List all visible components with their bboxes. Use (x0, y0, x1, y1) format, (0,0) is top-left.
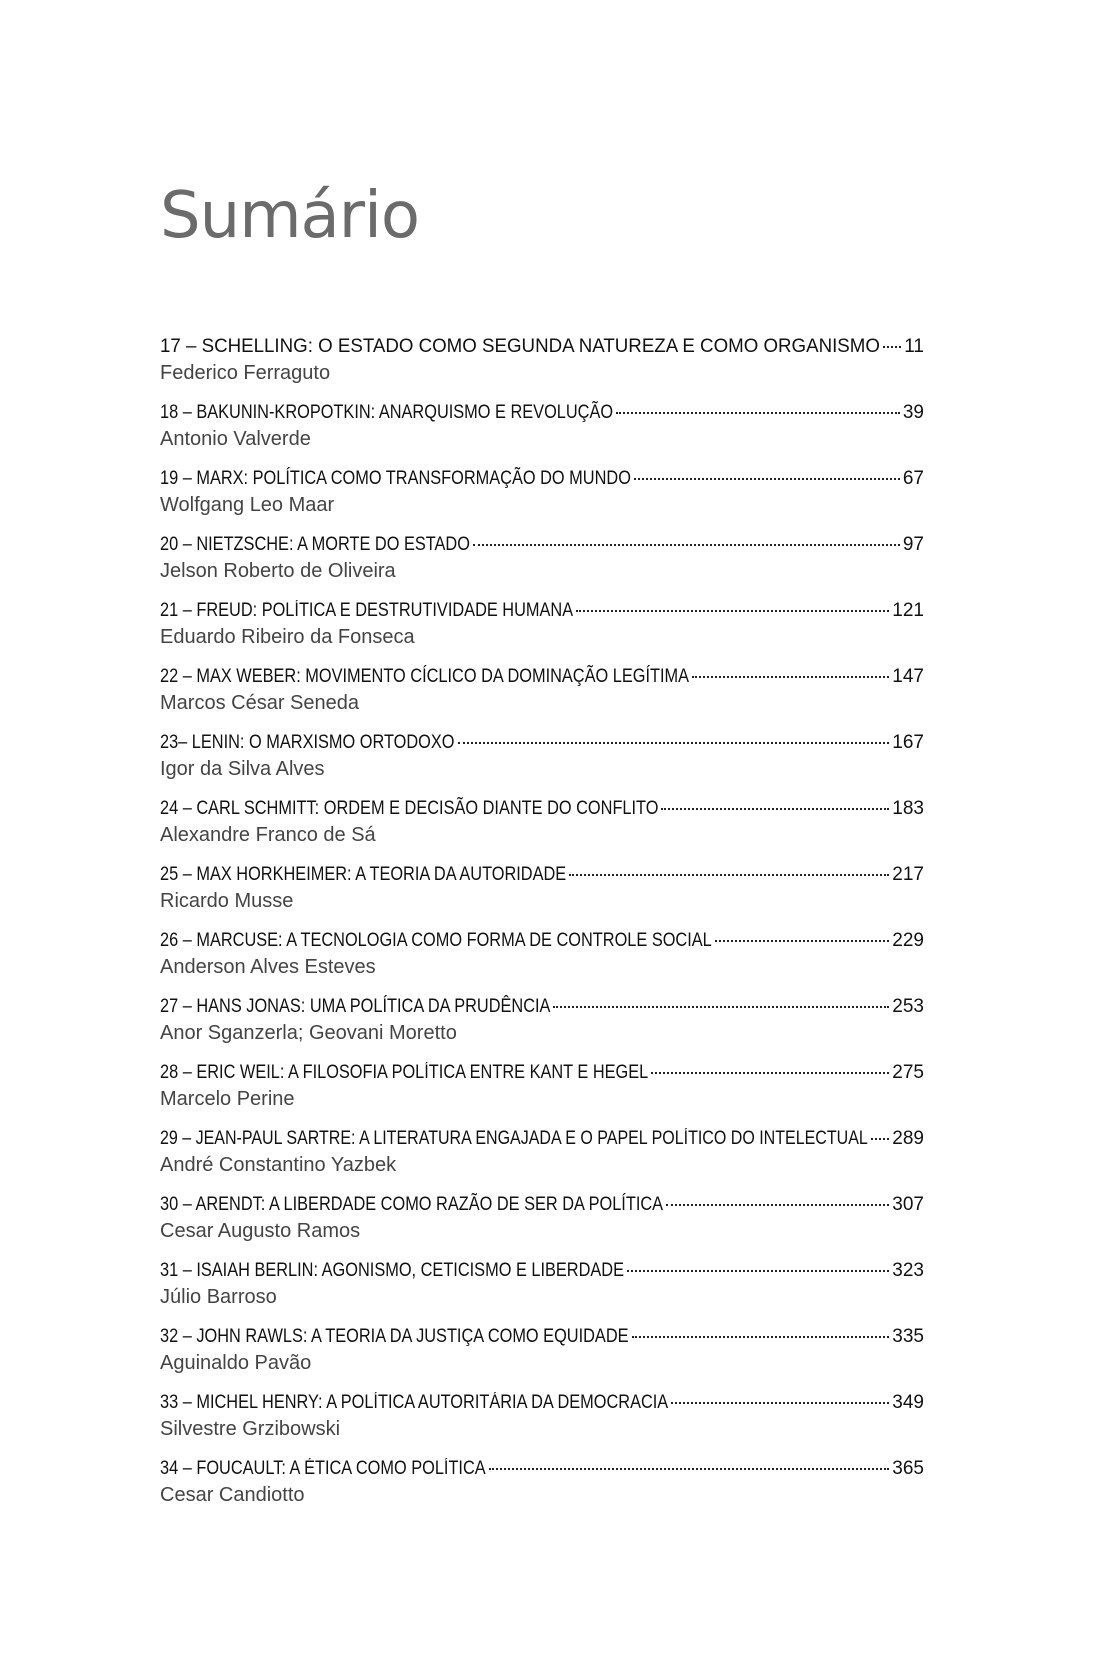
toc-entry (160, 927, 924, 993)
toc-entry (160, 663, 924, 729)
chapter-author: Marcelo Perine (160, 1088, 295, 1110)
chapter-title: 22 – MAX WEBER: MOVIMENTO CÍCLICO DA DOMINAÇÃO LEGÍTIMA (160, 666, 690, 687)
chapter-title: 24 – CARL SCHMITT: ORDEM E DECISÃO DIANTE DO CONFLITO (160, 798, 659, 819)
toc-entry-line (160, 1125, 924, 1152)
chapter-title: 26 – MARCUSE: A TECNOLOGIA COMO FORMA DE CONTROLE SOCIAL (160, 930, 712, 951)
chapter-title: 25 – MAX HORKHEIMER: A TEORIA DA AUTORIDADE (160, 864, 567, 885)
dot-leader (473, 544, 900, 546)
toc-entry-line (160, 1455, 924, 1482)
dot-leader (553, 1006, 889, 1008)
page-number: 323 (892, 1260, 924, 1281)
toc-entry-line (160, 399, 924, 426)
dot-leader (634, 478, 900, 480)
toc-entry-line (160, 531, 924, 558)
page-number: 229 (892, 930, 924, 951)
page-number: 97 (902, 534, 924, 555)
toc-entry-line (160, 861, 924, 888)
toc-entry (160, 1389, 924, 1455)
toc-entry (160, 1059, 924, 1125)
toc-entry (160, 729, 924, 795)
chapter-author: Antonio Valverde (160, 428, 311, 450)
toc-entry-line (160, 597, 924, 624)
chapter-title: 23– LENIN: O MARXISMO ORTODOXO (160, 732, 455, 753)
chapter-author: Jelson Roberto de Oliveira (160, 560, 396, 582)
dot-leader (632, 1336, 890, 1338)
page-number: 365 (892, 1458, 924, 1479)
toc-entry (160, 1191, 924, 1257)
chapter-author: Wolfgang Leo Maar (160, 494, 335, 516)
chapter-title: 27 – HANS JONAS: UMA POLÍTICA DA PRUDÊNCIA (160, 996, 551, 1017)
table-of-contents (160, 333, 924, 1521)
chapter-title: 19 – MARX: POLÍTICA COMO TRANSFORMAÇÃO DO MUNDO (160, 468, 631, 489)
dot-leader (883, 346, 901, 348)
chapter-author: André Constantino Yazbek (160, 1154, 397, 1176)
toc-entry-line (160, 1389, 924, 1416)
page-number: 39 (902, 402, 924, 423)
toc-entry-line (160, 1323, 924, 1350)
chapter-author: Ricardo Musse (160, 890, 294, 912)
toc-entry (160, 333, 924, 399)
toc-entry-line (160, 333, 924, 360)
chapter-title: 32 – JOHN RAWLS: A TEORIA DA JUSTIÇA COMO EQUIDADE (160, 1326, 629, 1347)
chapter-title: 28 – ERIC WEIL: A FILOSOFIA POLÍTICA ENTRE KANT E HEGEL (160, 1062, 649, 1083)
chapter-title: 29 – JEAN-PAUL SARTRE: A LITERATURA ENGAJADA E O PAPEL POLÍTICO DO INTELECTUAL (160, 1128, 868, 1149)
page-number: 217 (892, 864, 924, 885)
chapter-title: 33 – MICHEL HENRY: A POLÍTICA AUTORITÁRIA DA DEMOCRACIA (160, 1392, 669, 1413)
chapter-author: Anor Sganzerla; Geovani Moretto (160, 1022, 457, 1044)
toc-entry (160, 993, 924, 1059)
page-title: Sumário (160, 179, 419, 253)
dot-leader (692, 676, 889, 678)
page-number: 289 (892, 1128, 924, 1149)
dot-leader (715, 940, 890, 942)
dot-leader (576, 610, 889, 612)
chapter-author: Júlio Barroso (160, 1286, 277, 1308)
chapter-title: 30 – ARENDT: A LIBERDADE COMO RAZÃO DE SER DA POLÍTICA (160, 1194, 664, 1215)
page-number: 253 (892, 996, 924, 1017)
page-number: 121 (892, 600, 924, 621)
toc-entry (160, 861, 924, 927)
toc-entry-line (160, 993, 924, 1020)
dot-leader (458, 742, 890, 744)
dot-leader (671, 1402, 889, 1404)
toc-entry-line (160, 927, 924, 954)
dot-leader (661, 808, 889, 810)
chapter-author: Alexandre Franco de Sá (160, 824, 376, 846)
toc-entry-line (160, 663, 924, 690)
toc-entry-line (160, 795, 924, 822)
page-number: 67 (902, 468, 924, 489)
toc-entry (160, 1323, 924, 1389)
page-number: 11 (904, 336, 924, 357)
dot-leader (651, 1072, 889, 1074)
toc-entry (160, 1257, 924, 1323)
dot-leader (616, 412, 900, 414)
chapter-title: 31 – ISAIAH BERLIN: AGONISMO, CETICISMO E LIBERDADE (160, 1260, 625, 1281)
chapter-title: 18 – BAKUNIN-KROPOTKIN: ANARQUISMO E REVOLUÇÃO (160, 402, 614, 423)
page-number: 349 (892, 1392, 924, 1413)
page-number: 335 (892, 1326, 924, 1347)
dot-leader (489, 1468, 890, 1470)
toc-entry (160, 465, 924, 531)
dot-leader (627, 1270, 889, 1272)
page-number: 307 (892, 1194, 924, 1215)
toc-entry (160, 399, 924, 465)
page-number: 167 (892, 732, 924, 753)
chapter-author: Anderson Alves Esteves (160, 956, 376, 978)
chapter-title: 17 – SCHELLING: O ESTADO COMO SEGUNDA NATUREZA E COMO ORGANISMO (160, 336, 880, 357)
toc-entry (160, 1455, 924, 1521)
page-number: 183 (892, 798, 924, 819)
chapter-author: Marcos César Seneda (160, 692, 359, 714)
chapter-title: 34 – FOUCAULT: A ÉTICA COMO POLÍTICA (160, 1458, 486, 1479)
page-number: 275 (892, 1062, 924, 1083)
chapter-author: Silvestre Grzibowski (160, 1418, 341, 1440)
chapter-author: Aguinaldo Pavão (160, 1352, 312, 1374)
toc-entry-line (160, 465, 924, 492)
toc-entry-line (160, 729, 924, 756)
toc-entry (160, 597, 924, 663)
chapter-title: 20 – NIETZSCHE: A MORTE DO ESTADO (160, 534, 470, 555)
toc-entry (160, 795, 924, 861)
toc-entry-line (160, 1191, 924, 1218)
dot-leader (871, 1138, 890, 1140)
chapter-author: Federico Ferraguto (160, 362, 331, 384)
chapter-author: Igor da Silva Alves (160, 758, 325, 780)
dot-leader (569, 874, 889, 876)
toc-entry (160, 1125, 924, 1191)
chapter-title: 21 – FREUD: POLÍTICA E DESTRUTIVIDADE HUMANA (160, 600, 574, 621)
toc-entry-line (160, 1257, 924, 1284)
toc-entry-line (160, 1059, 924, 1086)
dot-leader (666, 1204, 889, 1206)
chapter-author: Cesar Augusto Ramos (160, 1220, 361, 1242)
page-number: 147 (892, 666, 924, 687)
chapter-author: Eduardo Ribeiro da Fonseca (160, 626, 415, 648)
toc-entry (160, 531, 924, 597)
chapter-author: Cesar Candiotto (160, 1484, 305, 1506)
